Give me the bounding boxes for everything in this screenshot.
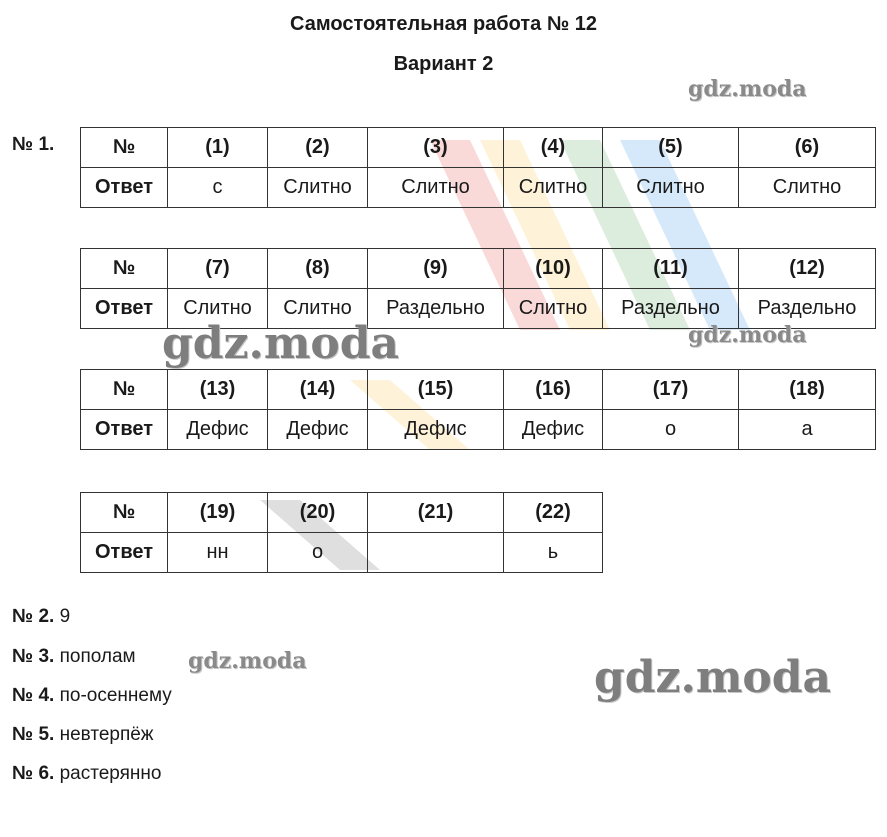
cell-num: (15) (368, 370, 504, 410)
task-5 (12, 724, 154, 746)
cell-num: (18) (739, 370, 876, 410)
answer-header: Ответ (81, 410, 168, 450)
task-4 (12, 685, 172, 707)
task-label: № 4. (12, 685, 55, 706)
cell-answer: Раздельно (603, 289, 739, 329)
cell-answer: Раздельно (368, 289, 504, 329)
cell-num: (14) (268, 370, 368, 410)
cell-answer: Дефис (504, 410, 603, 450)
cell-num: (9) (368, 249, 504, 289)
task-label: № 6. (12, 763, 55, 784)
num-header: № (81, 128, 168, 168)
cell-answer: Слитно (504, 168, 603, 208)
answer-table-3 (80, 369, 876, 450)
cell-num: (16) (504, 370, 603, 410)
answer-header: Ответ (81, 168, 168, 208)
cell-num: (12) (739, 249, 876, 289)
task-label: № 5. (12, 724, 55, 745)
cell-num: (21) (368, 493, 504, 533)
cell-answer: нн (168, 533, 268, 573)
cell-num: (13) (168, 370, 268, 410)
cell-answer: Дефис (168, 410, 268, 450)
cell-num: (3) (368, 128, 504, 168)
watermark: gdz.moda (688, 322, 807, 348)
variant-title: Вариант 2 (393, 53, 494, 75)
cell-num: (20) (268, 493, 368, 533)
cell-num: (19) (168, 493, 268, 533)
watermark: gdz.moda (188, 648, 307, 674)
cell-answer: Раздельно (739, 289, 876, 329)
task-2 (12, 606, 70, 628)
num-header: № (81, 249, 168, 289)
cell-answer: Дефис (368, 410, 504, 450)
cell-answer: а (739, 410, 876, 450)
cell-num: (6) (739, 128, 876, 168)
cell-num: (22) (504, 493, 603, 533)
cell-num: (4) (504, 128, 603, 168)
task-answer: невтерпёж (59, 724, 154, 745)
cell-answer: Слитно (268, 289, 368, 329)
task-6 (12, 763, 161, 785)
cell-answer: о (268, 533, 368, 573)
task-answer: по-осеннему (59, 685, 172, 706)
cell-answer: Слитно (168, 289, 268, 329)
cell-num: (2) (268, 128, 368, 168)
task-answer: пополам (59, 646, 136, 667)
task-label: № 3. (12, 646, 55, 667)
cell-answer: Слитно (739, 168, 876, 208)
cell-answer: Слитно (268, 168, 368, 208)
task-label: № 2. (12, 606, 55, 627)
cell-answer (368, 533, 504, 573)
cell-answer: Слитно (504, 289, 603, 329)
answer-table-4 (80, 492, 603, 573)
watermark: gdz.moda (688, 76, 807, 102)
cell-answer: о (603, 410, 739, 450)
answer-header: Ответ (81, 289, 168, 329)
cell-num: (17) (603, 370, 739, 410)
task-1-label: № 1. (12, 134, 55, 155)
cell-num: (8) (268, 249, 368, 289)
cell-num: (5) (603, 128, 739, 168)
cell-num: (10) (504, 249, 603, 289)
cell-num: (11) (603, 249, 739, 289)
num-header: № (81, 493, 168, 533)
cell-answer: с (168, 168, 268, 208)
cell-num: (1) (168, 128, 268, 168)
task-answer: 9 (59, 606, 71, 627)
page-title: Самостоятельная работа № 12 (290, 13, 597, 35)
task-3 (12, 646, 136, 668)
task-answer: растерянно (59, 763, 162, 784)
cell-num: (7) (168, 249, 268, 289)
cell-answer: Слитно (368, 168, 504, 208)
watermark: gdz.moda (594, 652, 832, 703)
cell-answer: Слитно (603, 168, 739, 208)
cell-answer: Дефис (268, 410, 368, 450)
cell-answer: ь (504, 533, 603, 573)
answer-table-2 (80, 248, 876, 329)
watermark: gdz.moda (162, 318, 400, 369)
answer-header: Ответ (81, 533, 168, 573)
answer-table-1 (80, 127, 876, 208)
num-header: № (81, 370, 168, 410)
